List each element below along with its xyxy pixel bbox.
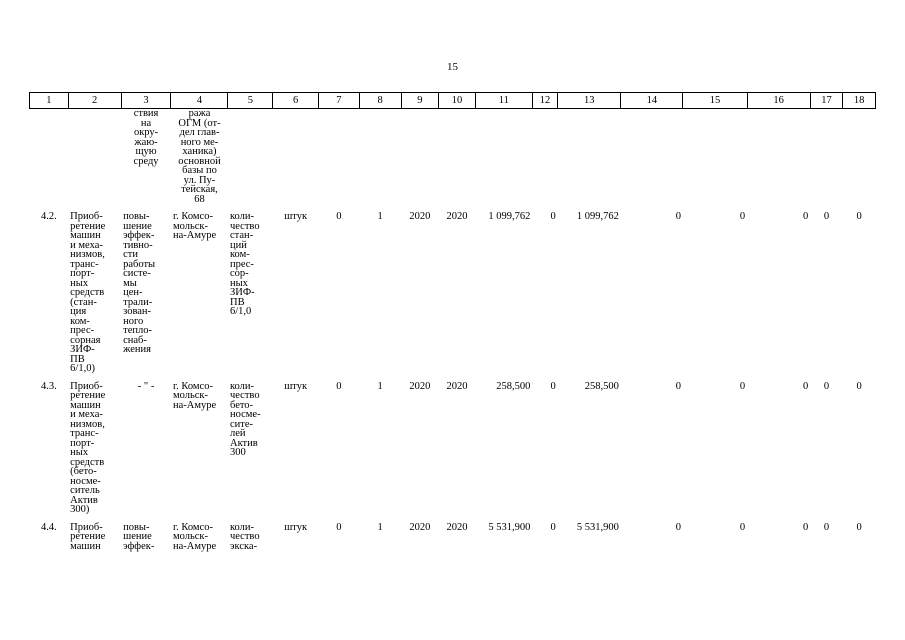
cell-amount: 0 xyxy=(856,380,862,392)
column-number: 8 xyxy=(359,93,401,109)
cell-amount: 0 xyxy=(675,211,681,222)
cell-unit: штук xyxy=(284,211,308,222)
cell-unit: штук xyxy=(284,380,308,392)
cell-amount: 0 xyxy=(550,521,556,533)
cell-place: ража ОГМ (от- дел глав- ного ме- ханика) основной базы по ул. Пу- тейская, 68 xyxy=(178,108,221,205)
cell-value: 1 xyxy=(377,521,383,533)
cell-year: 2020 xyxy=(446,380,468,392)
cell-purpose: - " - xyxy=(137,380,155,392)
cell-amount: 0 xyxy=(739,521,746,533)
cell-purpose: повы- шение эффек- тивно- сти работы систе- мы цен- трали- зован- ного тепло- снаб- жения xyxy=(123,211,156,355)
cell-name: Приоб- ретение машин и меха- низмов, транс- порт- ных средств (бето- носме- ситель Актив 300) xyxy=(70,380,106,515)
cell-value: 1 xyxy=(377,211,383,222)
cell-purpose: ствия на окру- жаю- щую среду xyxy=(133,108,159,167)
cell-amount: 0 xyxy=(802,521,809,533)
cell-amount: 5 531,900 xyxy=(576,521,619,533)
column-number: 6 xyxy=(273,93,319,109)
cell-name: Приоб- ретение машин и меха- низмов, транс- порт- ных средств (стан- ция ком- прес- сорная ЗИФ- ПВ 6/1,0) xyxy=(70,211,106,374)
cell-amount: 0 xyxy=(823,211,830,222)
cell-place: г. Комсо- мольск- на-Амуре xyxy=(172,521,217,552)
column-number: 7 xyxy=(319,93,360,109)
column-number: 12 xyxy=(532,93,557,109)
column-number-row xyxy=(30,93,876,109)
table-row xyxy=(30,515,876,552)
continuation-row xyxy=(30,109,876,205)
cell-indicator: коли- чество бето- носме- сите- лей Актив 300 xyxy=(229,380,261,458)
cell-year: 2020 xyxy=(409,380,431,392)
cell-amount: 0 xyxy=(550,380,556,392)
cell-number: 4.4. xyxy=(40,521,57,533)
cell-place: г. Комсо- мольск- на-Амуре xyxy=(172,211,217,241)
cell-amount: 0 xyxy=(856,211,862,222)
cell-amount: 0 xyxy=(802,211,809,222)
column-number: 18 xyxy=(843,93,876,109)
cell-year: 2020 xyxy=(446,211,468,222)
cell-amount: 0 xyxy=(550,211,556,222)
column-number: 10 xyxy=(439,93,476,109)
cell-year: 2020 xyxy=(409,521,431,533)
column-number: 13 xyxy=(558,93,621,109)
page-number: 15 xyxy=(447,61,458,73)
investment-table xyxy=(29,92,876,551)
cell-year: 2020 xyxy=(446,521,468,533)
cell-amount: 0 xyxy=(675,380,681,392)
cell-amount: 0 xyxy=(802,380,809,392)
cell-amount: 258,500 xyxy=(584,380,619,392)
column-number: 3 xyxy=(121,93,171,109)
table-row xyxy=(30,204,876,374)
column-number: 9 xyxy=(401,93,439,109)
column-number: 14 xyxy=(621,93,683,109)
cell-value: 1 xyxy=(377,380,383,392)
cell-value: 0 xyxy=(336,521,342,533)
table-row xyxy=(30,374,876,515)
cell-number: 4.2. xyxy=(40,211,57,222)
cell-amount: 1 099,762 xyxy=(576,211,619,222)
cell-amount: 0 xyxy=(739,211,746,222)
cell-value: 0 xyxy=(336,211,342,222)
cell-amount: 0 xyxy=(856,521,862,533)
cell-amount: 258,500 xyxy=(496,380,531,392)
column-number: 15 xyxy=(683,93,747,109)
cell-amount: 0 xyxy=(739,380,746,392)
cell-purpose: повы- шение эффек- xyxy=(123,521,155,552)
cell-amount: 5 531,900 xyxy=(488,521,531,533)
cell-year: 2020 xyxy=(409,211,431,222)
cell-indicator: коли- чество экска- xyxy=(229,521,260,552)
column-number: 1 xyxy=(30,93,69,109)
cell-amount: 0 xyxy=(675,521,681,533)
column-number: 5 xyxy=(228,93,273,109)
column-number: 4 xyxy=(171,93,228,109)
cell-place: г. Комсо- мольск- на-Амуре xyxy=(172,380,217,411)
cell-value: 0 xyxy=(336,380,342,392)
column-number: 16 xyxy=(747,93,810,109)
cell-indicator: коли- чество стан- ций ком- прес- сор- ных ЗИФ- ПВ 6/1,0 xyxy=(229,211,260,317)
cell-amount: 0 xyxy=(823,380,830,392)
cell-unit: штук xyxy=(284,521,308,533)
cell-number: 4.3. xyxy=(40,380,57,392)
column-number: 11 xyxy=(475,93,532,109)
column-number: 2 xyxy=(68,93,121,109)
cell-amount: 0 xyxy=(823,521,830,533)
cell-name: Приоб- ретение машин xyxy=(70,521,106,552)
column-number: 17 xyxy=(810,93,843,109)
cell-amount: 1 099,762 xyxy=(488,211,531,222)
